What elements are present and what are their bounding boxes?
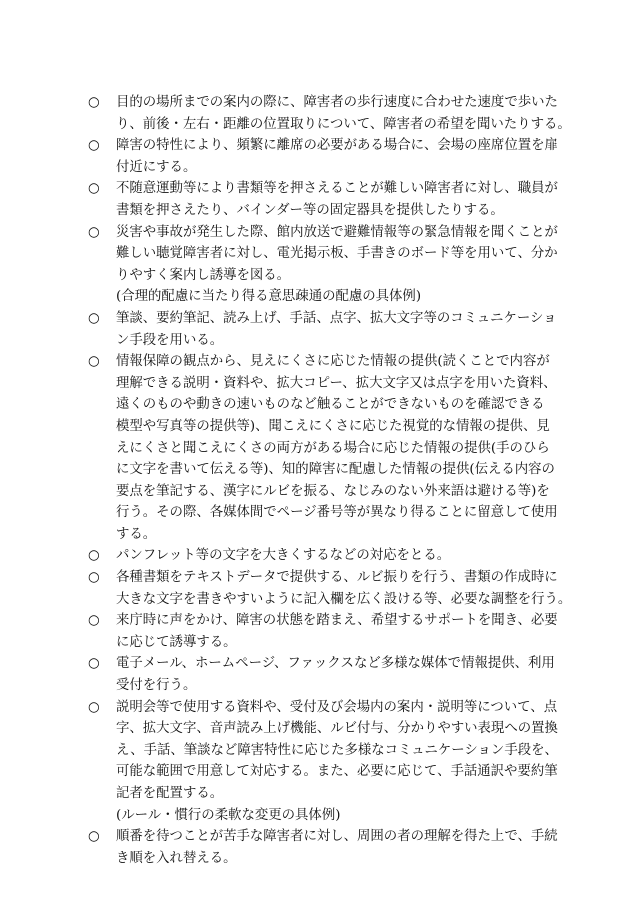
document-body [88,92,572,869]
text-line: 障害の特性により、頻繁に離席の必要がある場合に、会場の座席位置を扉 [116,138,558,154]
circle-bullet-icon: ○ [88,656,100,672]
text-line: 順番を待つことが苦手な障害者に対し、周囲の者の理解を得た上で、手続 [116,829,558,845]
circle-bullet-icon: ○ [88,95,100,110]
list-item [88,135,568,178]
text-line: 災害や事故が発生した際、館内放送で避難情報等の緊急情報を聞くことが [116,224,558,240]
list-item-text [116,222,568,287]
text-line: 可能な範囲で用意して対応する。また、必要に応じて、手話通訳や要約筆 [116,764,558,780]
circle-bullet-icon: ○ [88,224,100,240]
text-line: 書類を押さえたり、バインダー等の固定器具を提供したりする。 [116,202,504,218]
list-item-text [116,545,568,567]
circle-bullet-icon: ○ [88,548,100,564]
list-item-text [116,351,568,545]
text-line: 受付を行う。 [116,678,197,694]
list-item [88,308,568,351]
circle-bullet-icon: ○ [88,613,100,629]
list-item-text [116,653,568,696]
list-item [88,222,568,287]
list-item [88,351,568,545]
text-line: に文字を書いて伝える等)、知的障害に配慮した情報の提供(伝える内容の [116,462,555,478]
text-line: 目的の場所までの案内の際に、障害者の歩行速度に合わせた速度で歩いた [116,95,558,110]
text-line: パンフレット等の文字を大きくするなどの対応をとる。 [116,548,451,564]
text-line: 筆談、要約筆記、読み上げ、手話、点字、拡大文字等のコミュニケーショ [116,310,557,326]
text-line: え、手話、筆談など障害特性に応じた多様なコミュニケーション手段を、 [116,742,558,758]
text-line: ン手段を用いる。 [116,332,224,348]
text-line: 電子メール、ホームページ、ファックスなど多様な媒体で情報提供、利用 [116,656,555,672]
list-item-text [116,697,568,805]
list-item-text [116,92,571,135]
list-item-text [116,308,568,351]
list-item [88,545,568,567]
circle-bullet-icon: ○ [88,310,100,326]
circle-bullet-icon: ○ [88,181,100,197]
text-line: り、前後・左右・距離の位置取りについて、障害者の希望を聞いたりする。 [116,116,571,132]
text-line: 記者を配置する。 [116,786,224,801]
text-line: 理解できる説明・資料や、拡大コピー、拡大文字又は点字を用いた資料、 [116,375,557,391]
section-heading: (ルール・慣行の柔軟な変更の具体例) [116,807,341,823]
list-item-text [116,178,568,221]
text-line: えにくさと聞こえにくさの両方がある場合に応じた情報の提供(手のひら [116,440,550,456]
list-item [88,826,568,869]
list-item [88,610,568,653]
text-line: 要点を筆記する、漢字にルビを振る、なじみのない外来語は避ける等)を [116,483,550,499]
circle-bullet-icon: ○ [88,570,100,586]
text-line: に応じて誘導する。 [116,634,237,650]
text-line: 難しい聴覚障害者に対し、電光掲示板、手書きのボード等を用いて、分か [116,246,558,262]
circle-bullet-icon: ○ [88,699,100,715]
text-line: 字、拡大文字、音声読み上げ機能、ルビ付与、分かりやすい表現への置換 [116,721,558,737]
text-line: 大きな文字を書きやすいように記入欄を広く設ける等、必要な調整を行う。 [116,591,572,607]
list-item [88,567,572,610]
text-line: 来庁時に声をかけ、障害の状態を踏まえ、希望するサポートを聞き、必要 [116,613,558,629]
text-line: 遠くのものや動きの速いものなど触ることができないものを確認できる [116,397,545,413]
list-item-text [116,567,571,610]
circle-bullet-icon: ○ [88,829,100,845]
text-line: き順を入れ替える。 [116,850,237,866]
text-line: 行う。その際、各媒体間でページ番号等が異なり得ることに留意して使用 [116,505,558,521]
text-line: 模型や写真等の提供等)、聞こえにくさに応じた視覚的な情報の提供、見 [116,418,550,434]
text-line: 各種書類をテキストデータで提供する、ルビ振りを行う、書類の作成時に [116,570,558,586]
text-line: りやすく案内し誘導を図る。 [116,267,291,283]
text-line: 説明会等で使用する資料や、受付及び会場内の案内・説明等について、点 [116,699,558,715]
list-item [88,92,571,135]
text-line: 付近にする。 [116,159,197,175]
list-item [88,178,568,221]
circle-bullet-icon: ○ [88,354,100,370]
circle-bullet-icon: ○ [88,138,100,154]
text-line: 情報保障の観点から、見えにくさに応じた情報の提供(読くことで内容が [116,354,550,370]
list-item-text [116,135,568,178]
section-heading: (合理的配慮に当たり得る意思疎通の配慮の具体例) [116,289,422,305]
list-item [88,653,568,696]
list-item-text [116,610,568,653]
list-item-text [116,826,568,869]
text-line: 不随意運動等により書類等を押さえることが難しい障害者に対し、職員が [116,181,558,197]
text-line: する。 [116,526,157,542]
list-item [88,697,568,805]
